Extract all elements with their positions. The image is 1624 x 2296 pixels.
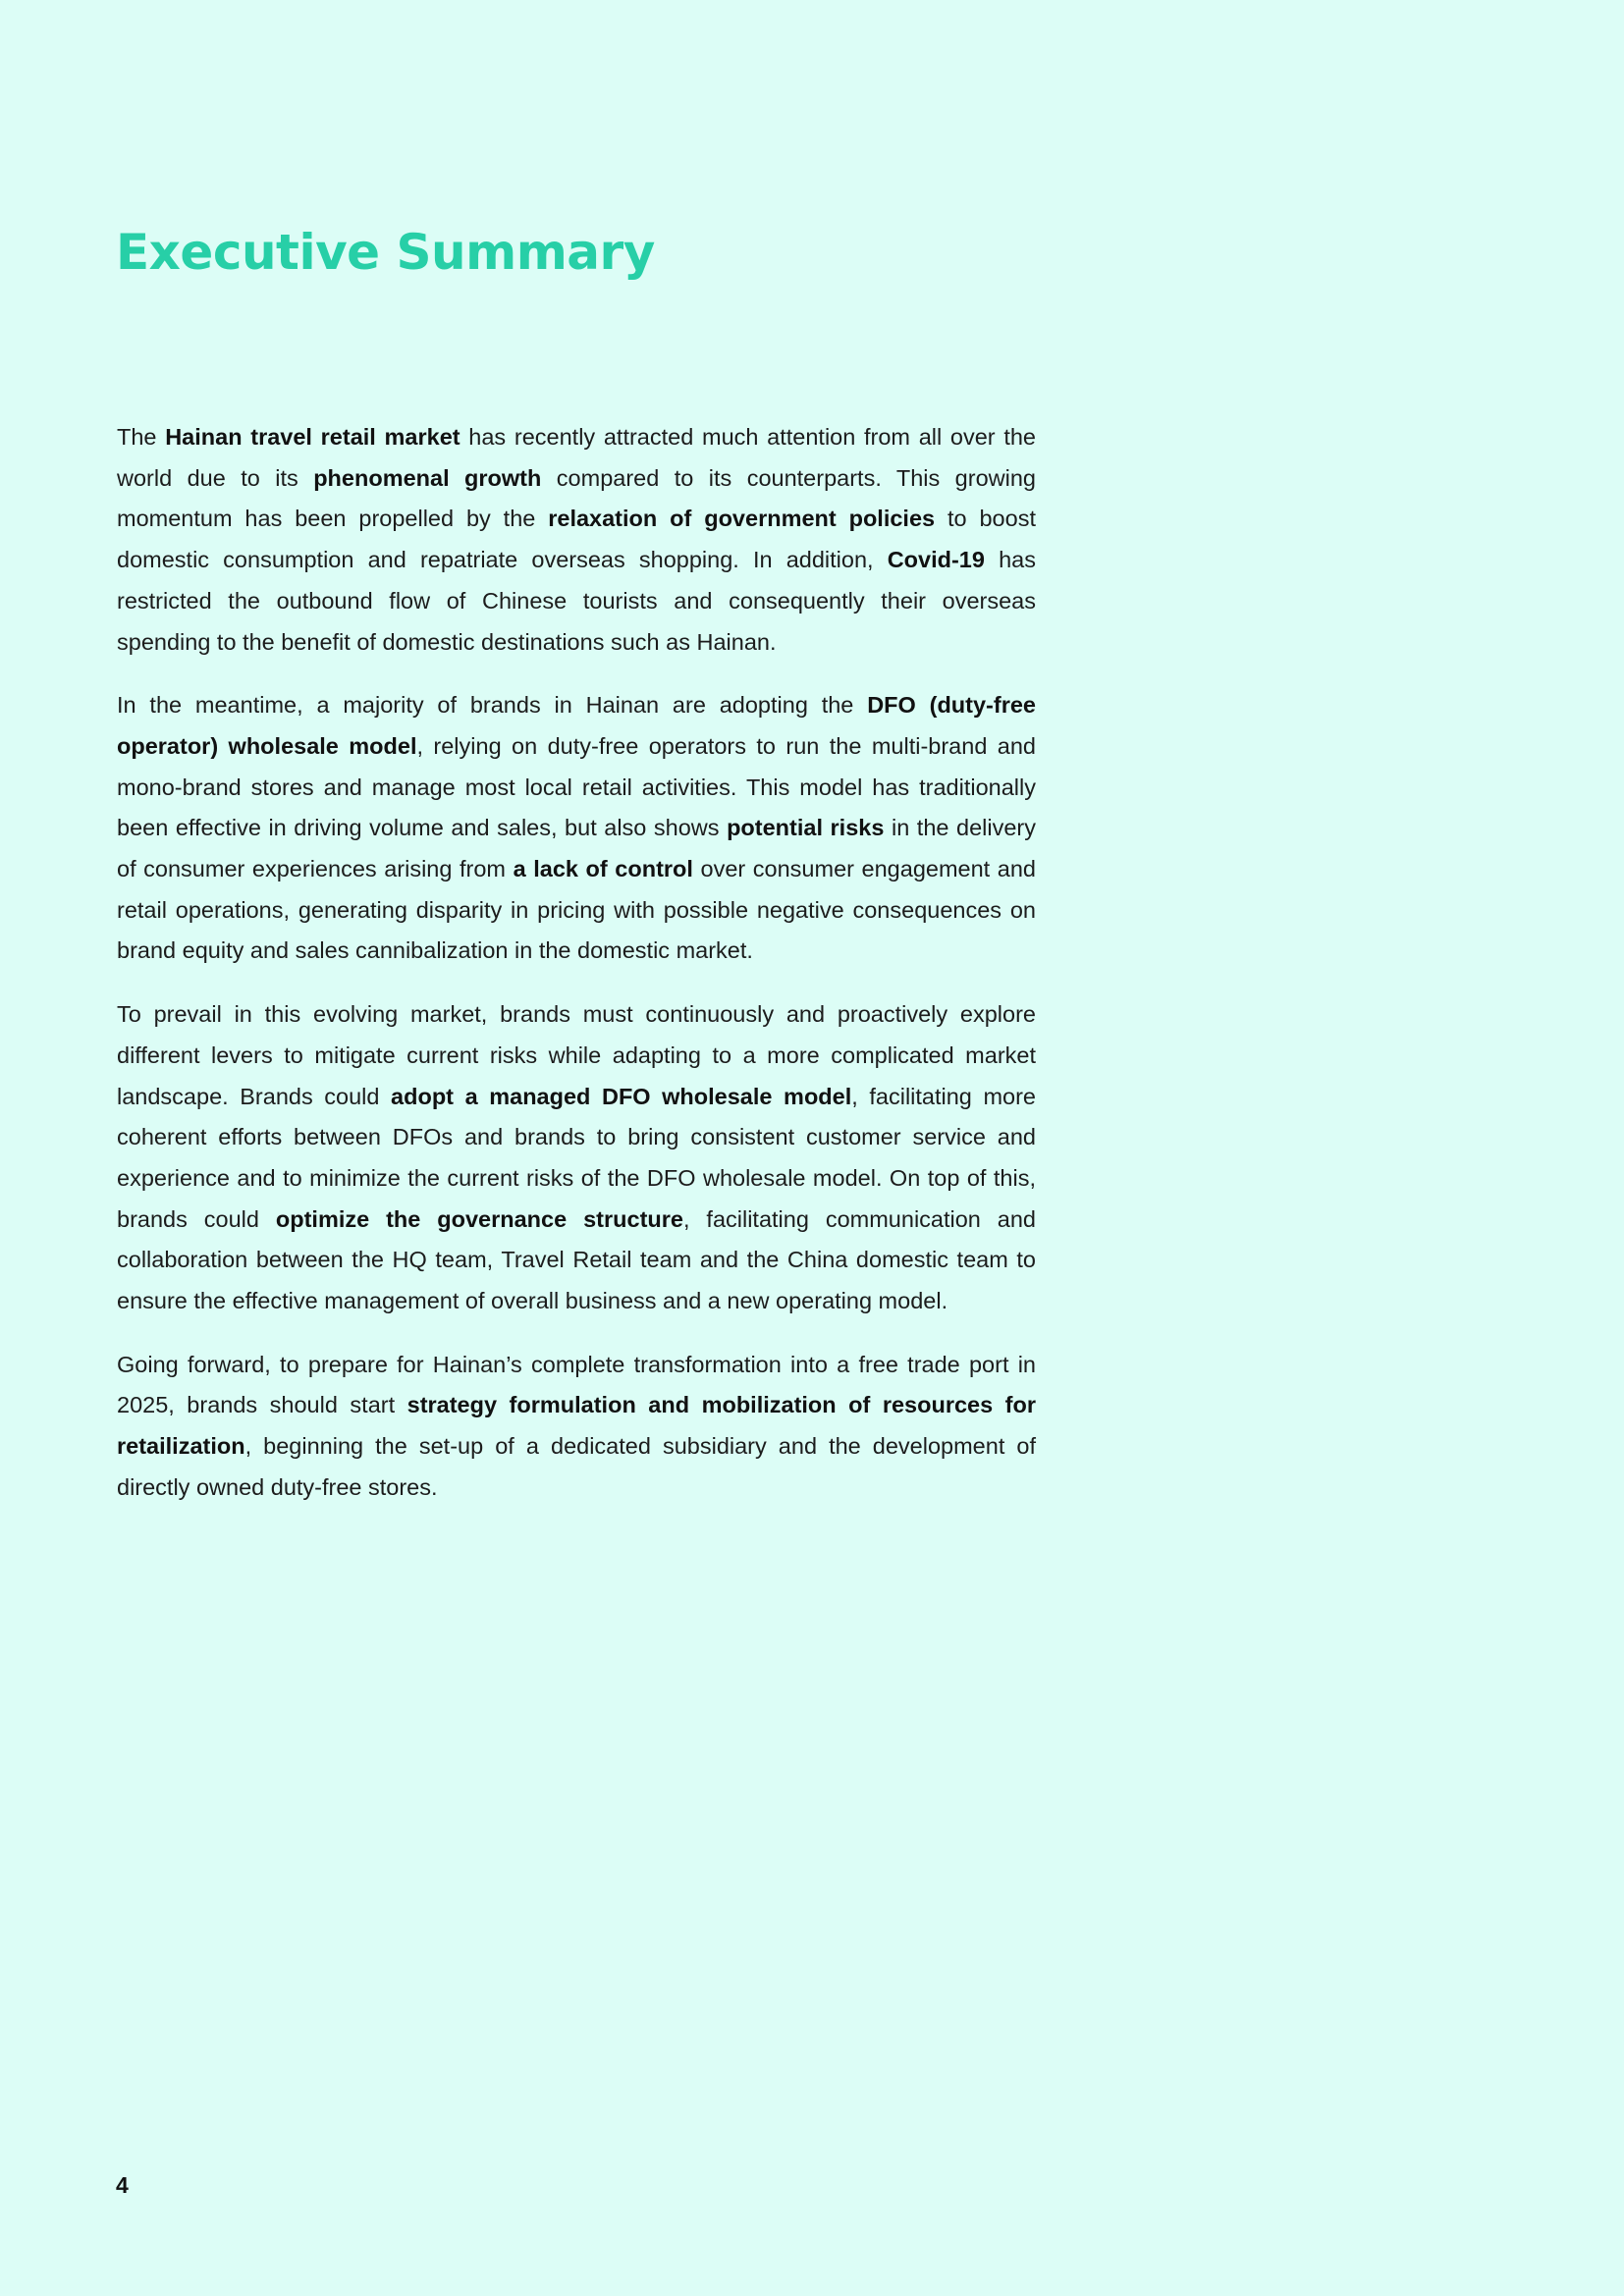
- page-number: 4: [116, 2172, 129, 2198]
- text-run: The: [117, 424, 166, 450]
- bold-phrase: relaxation of government policies: [548, 506, 936, 532]
- body-text: [117, 417, 1036, 1531]
- bold-phrase: a lack of control: [513, 856, 693, 882]
- bold-phrase: phenomenal growth: [313, 464, 542, 491]
- text-run: , beginning the set-up of a dedicated subsidiary and the development of directly owned duty-free stores.: [117, 1433, 1036, 1500]
- text-run: , facilitating more coherent efforts between DFOs and brands to bring consistent customer service and experience and to minimize the current risks of the DFO wholesale model. On top of this, brands could: [117, 1083, 1036, 1232]
- page-title: Executive Summary: [116, 224, 655, 281]
- text-run: compared to its counterparts. This growing momentum has been propelled by the: [117, 464, 1036, 532]
- text-run: To prevail in this evolving market, brands must continuously and proactively explore different levers to mitigate current risks while adapting to a more complicated market landscape. Brands could: [117, 1001, 1036, 1109]
- text-run: over consumer engagement and retail operations, generating disparity in pricing with possible negative consequences on brand equity and sales cannibalization in the domestic market.: [117, 856, 1036, 964]
- bold-phrase: DFO (duty-free operator) wholesale model: [117, 692, 1036, 759]
- text-run: In the meantime, a majority of brands in Hainan are adopting the: [117, 692, 868, 719]
- text-run: , relying on duty-free operators to run the multi-brand and mono-brand stores and manage most local retail activities. This model has traditionally been effective in driving volume and sales, but also shows: [117, 732, 1036, 841]
- text-run: has recently attracted much attention from all over the world due to its: [117, 424, 1036, 491]
- paragraph-3: [117, 994, 1036, 1322]
- text-run: in the delivery of consumer experiences arising from: [117, 815, 1036, 882]
- bold-phrase: optimize the governance structure: [275, 1205, 683, 1232]
- text-run: has restricted the outbound flow of Chinese tourists and consequently their overseas spending to the benefit of domestic destinations such as Hainan.: [117, 547, 1036, 655]
- paragraph-1: [117, 417, 1036, 663]
- paragraph-2: [117, 685, 1036, 972]
- text-run: , facilitating communication and collaboration between the HQ team, Travel Retail team and the China domestic team to ensure the effective management of overall business and a new operating model.: [117, 1205, 1036, 1314]
- text-run: to boost domestic consumption and repatriate overseas shopping. In addition,: [117, 506, 1036, 573]
- bold-phrase: Covid-19: [887, 547, 985, 573]
- paragraph-4: [117, 1345, 1036, 1509]
- bold-phrase: potential risks: [727, 815, 885, 841]
- bold-phrase: strategy formulation and mobilization of resources for retailization: [117, 1392, 1036, 1460]
- bold-phrase: adopt a managed DFO wholesale model: [391, 1083, 852, 1109]
- text-run: Going forward, to prepare for Hainan’s complete transformation into a free trade port in 2025, brands should start: [117, 1351, 1036, 1418]
- bold-phrase: Hainan travel retail market: [165, 424, 460, 450]
